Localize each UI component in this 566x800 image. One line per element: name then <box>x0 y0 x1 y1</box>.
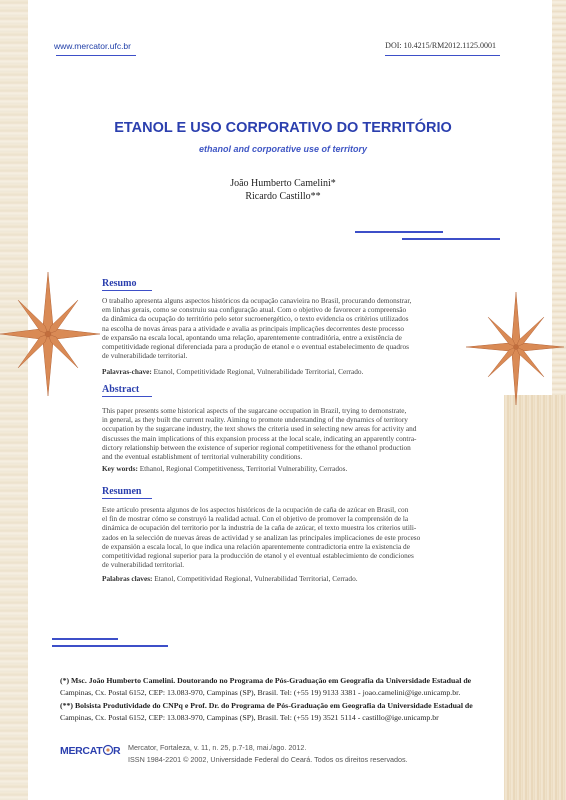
resumo-heading: Resumo <box>102 278 137 289</box>
title-rule-2 <box>402 238 500 240</box>
article-subtitle: ethanol and corporative use of territory <box>198 144 368 154</box>
resumo-underline <box>102 290 152 291</box>
doi-label: DOI: 10.4215/RM2012.1125.0001 <box>385 41 496 50</box>
footer-issn: ISSN 1984-2201 © 2002, Universidade Federal do Ceará. Todos os direitos reservados. <box>128 755 408 764</box>
footnote-author-2: (**) Bolsista Produtividade do CNPq e Prof. Dr. do Programa de Pós-Graduação em Geografia da Universidade Estadual de Campinas, Cx. Postal 6152, CEP: 13.083-970, Campinas (SP), Brasil. Tel: (+55 19) 3521 5114 - castillo@ige.unicamp.br <box>60 701 473 722</box>
resumen-heading: Resumen <box>102 486 142 497</box>
resumen-underline <box>102 498 152 499</box>
author-2: Ricardo Castillo** <box>245 191 321 202</box>
decorative-right-texture <box>504 395 566 800</box>
resumo-text: O trabalho apresenta alguns aspectos históricos da ocupação canavieira no Brasil, procurando demonstrar, em linhas gerais, como se construiu sua configuração atual. Com o objetivo de favorecer a compreensão da dinâmica da ocupação do território pelo setor sucroenergético, o texto evidencia os critérios utilizados na escolha de novas áreas para a atividade e avalia as principais implicações decorrentes deste processo de expansão na escala local, apontando uma relação, aparentemente contraditória, entre a existência de competitividade regional diferenciada para a produção de etanol e o eventual estabelecimento de quadros de vulnerabilidade territorial. <box>102 296 412 361</box>
footnote-rule-2 <box>52 645 168 647</box>
mercator-logo <box>60 741 122 759</box>
resumen-text: Este artículo presenta algunos de los aspectos históricos de la ocupación de caña de azúcar en Brasil, con el fin de mostrar cómo se construyó la realidad actual. Con el objetivo de promover la comprensión de la dinámica de ocupación del territorio por la industria de la caña de azúcar, el texto muestra los criterios utili- zados en la selección de nuevas áreas de actividad y se analizan las principales implicaciones de este proceso de expansión a escala local, lo que indica una relación aparentemente contradictoria entre la existencia de competitividad regional superior para la producción de etanol y el eventual establecimiento de condiciones de vulnerabilidad territorial. <box>102 505 421 570</box>
journal-url[interactable]: www.mercator.ufc.br <box>54 41 131 51</box>
svg-text:R: R <box>113 745 121 757</box>
svg-text:MERCAT: MERCAT <box>60 745 103 757</box>
abstract-text: This paper presents some historical aspects of the sugarcane occupation in Brazil, trying to demonstrate, in general, as they built the current reality. Aiming to promote understanding of the dynamics of territory occupation by the sugarcane industry, the text shows the criteria used in selecting new areas for activity and discusses the main implications of this expansion process at the local scale, indicating an apparently contra- dictory relationship between the existence of superior regional competitiveness for the ethanol production and the eventual establishment of territorial vulnerability conditions. <box>102 406 417 462</box>
title-rule-1 <box>355 231 443 233</box>
article-title: ETANOL E USO CORPORATIVO DO TERRITÓRIO <box>114 120 452 136</box>
author-1: João Humberto Camelini* <box>230 178 336 189</box>
resumo-keywords: Palavras-chave: Etanol, Competitividade Regional, Vulnerabilidade Territorial, Cerrado. <box>102 367 364 376</box>
abstract-underline <box>102 396 152 397</box>
header-rule-left <box>56 55 136 56</box>
resumen-keywords: Palabras claves: Etanol, Competitividad Regional, Vulnerabilidad Territorial, Cerrado. <box>102 574 358 583</box>
abstract-heading: Abstract <box>102 384 140 395</box>
footnote-rule-1 <box>52 638 118 640</box>
footer-citation: Mercator, Fortaleza, v. 11, n. 25, p.7-18, mai./ago. 2012. <box>128 743 307 752</box>
footnote-author-1: (*) Msc. João Humberto Camelini. Doutorando no Programa de Pós-Graduação em Geografia da Universidade Estadual de Campinas, Cx. Postal 6152, CEP: 13.083-970, Campinas (SP), Brasil. Tel: (+55 19) 9133 3381 - joao.camelini@ige.unicamp.br. <box>60 676 472 697</box>
abstract-keywords: Key words: Ethanol, Regional Competitiveness, Territorial Vulnerability, Cerrados. <box>102 464 348 473</box>
compass-star-left-icon <box>0 270 102 400</box>
header-rule-right <box>385 55 500 56</box>
